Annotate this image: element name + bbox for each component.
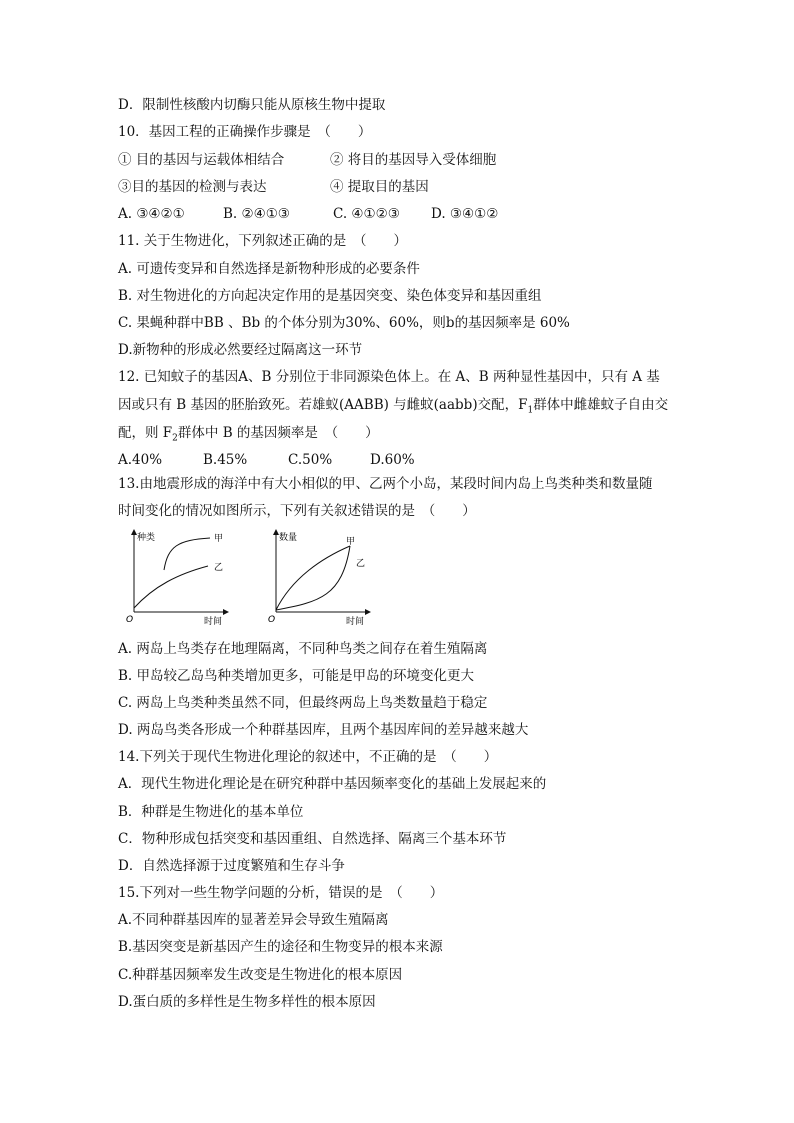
q11-option-d: D.新物种的形成必然要经过隔离这一环节 <box>118 342 363 358</box>
q15-option-a: A.不同种群基因库的显著差异会导致生殖隔离 <box>118 912 389 928</box>
species-label-jia: 甲 <box>214 534 224 544</box>
q10-item-3: ③目的基因的检测与表达 <box>118 179 267 195</box>
q13-option-a: A. 两岛上鸟类存在地理隔离，不同种鸟类之间存在着生殖隔离 <box>118 641 488 657</box>
quantity-origin-label: O <box>268 615 276 625</box>
q14-option-a: A．现代生物进化理论是在研究种群中基因频率变化的基础上发展起来的 <box>118 776 547 792</box>
quantity-x-label: 时间 <box>346 617 365 627</box>
q13-option-b: B. 甲岛较乙岛鸟种类增加更多，可能是甲岛的环境变化更大 <box>118 668 475 684</box>
species-curve-jia <box>164 538 210 570</box>
species-label-yi: 乙 <box>214 563 224 573</box>
q12-stem-line-2 <box>118 396 668 420</box>
q9-option-d: D．限制性核酸内切酶只能从原核生物中提取 <box>118 97 386 113</box>
quantity-curve-yi <box>276 546 350 610</box>
species-origin-label: O <box>126 615 134 625</box>
q10-items-row-1 <box>118 151 678 169</box>
quantity-chart-svg <box>262 528 377 628</box>
q13-option-d: D. 两岛鸟类各形成一个种群基因库，且两个基因库间的差异越来越大 <box>118 722 529 738</box>
q12-line2-text-b: 群体中雌雄蚊子自由交 <box>533 397 669 413</box>
quantity-label-jia: 甲 <box>346 537 356 547</box>
q11-stem: 11. 关于生物进化，下列叙述正确的是 （ ） <box>118 233 408 249</box>
q10-item-1: ① 目的基因与运载体相结合 <box>118 152 285 168</box>
species-y-label: 种类 <box>137 533 156 543</box>
quantity-label-yi: 乙 <box>356 559 366 569</box>
quantity-y-label: 数量 <box>279 533 298 543</box>
q12-option-d: D.60% <box>370 452 415 468</box>
q12-line3-text-a: 配，则 F <box>118 425 173 441</box>
q14-option-d: D．自然选择源于过度繁殖和生存斗争 <box>118 858 345 874</box>
q15-option-c: C.种群基因频率发生改变是生物进化的根本原因 <box>118 967 403 983</box>
q11-option-a: A. 可遗传变异和自然选择是新物种形成的必要条件 <box>118 261 420 277</box>
q12-f2-subscript: 2 <box>172 433 178 444</box>
q14-stem: 14.下列关于现代生物进化理论的叙述中，不正确的是 （ ） <box>118 749 498 765</box>
species-x-label: 时间 <box>204 617 223 627</box>
q10-item-4: ④ 提取目的基因 <box>330 179 429 195</box>
q12-option-a: A.40% <box>118 452 163 468</box>
q13-stem-line-1: 13.由地震形成的海洋中有大小相似的甲、乙两个小岛，某段时间内岛上鸟类种类和数量随 <box>118 476 653 492</box>
species-chart-svg <box>120 528 235 628</box>
q12-f1-subscript: 1 <box>527 405 534 416</box>
q10-option-d: D. ③④①② <box>431 206 499 222</box>
q13-option-c: C. 两岛上鸟类种类虽然不同，但最终两岛上鸟类数量趋于稳定 <box>118 695 488 711</box>
q15-option-d: D.蛋白质的多样性是生物多样性的根本原因 <box>118 994 376 1010</box>
q13-stem-line-2: 时间变化的情况如图所示，下列有关叙述错误的是 （ ） <box>118 503 476 519</box>
q12-stem-line-3 <box>118 424 379 448</box>
q10-option-c: C. ④①②③ <box>333 206 400 222</box>
q12-options <box>118 451 678 469</box>
q11-option-b: B. 对生物进化的方向起决定作用的是基因突变、染色体变异和基因重组 <box>118 288 542 304</box>
q12-option-c: C.50% <box>288 452 333 468</box>
q12-line3-text-b: 群体中 B 的基因频率是 （ ） <box>177 425 379 441</box>
q12-stem-line-1: 12. 已知蚊子的基因A、B 分别位于非同源染色体上。在 A、B 两种显性基因中，只有 A 基 <box>118 369 660 385</box>
q14-option-b: B．种群是生物进化的基本单位 <box>118 804 304 820</box>
q10-item-2: ② 将目的基因导入受体细胞 <box>330 152 497 168</box>
q15-stem: 15.下列对一些生物学问题的分析，错误的是 （ ） <box>118 885 444 901</box>
q10-items-row-2 <box>118 178 678 196</box>
q10-options <box>118 205 678 223</box>
species-curve-yi <box>134 566 208 608</box>
figure-species-chart <box>120 528 235 632</box>
q14-option-c: C．物种形成包括突变和基因重组、自然选择、隔离三个基本环节 <box>118 831 507 847</box>
q12-line2-text-a: 因或只有 B 基因的胚胎致死。若雄蚁(AABB) 与雌蚊(aabb)交配，F <box>118 397 528 413</box>
q15-option-b: B.基因突变是新基因产生的途径和生物变异的根本来源 <box>118 939 443 955</box>
q10-option-a: A. ③④②① <box>118 206 185 222</box>
q10-option-b: B. ②④①③ <box>223 206 290 222</box>
figure-quantity-chart <box>262 528 377 632</box>
q11-option-c: C. 果蝇种群中BB 、Bb 的个体分别为30%、60%，则b的基因频率是 60% <box>118 315 570 331</box>
q10-stem: 10．基因工程的正确操作步骤是 （ ） <box>118 124 372 140</box>
q12-option-b: B.45% <box>203 452 248 468</box>
